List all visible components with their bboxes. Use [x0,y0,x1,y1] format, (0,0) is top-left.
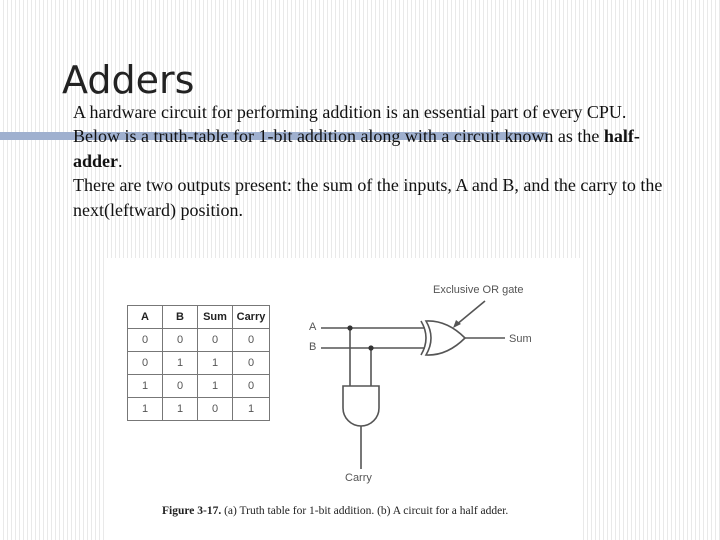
paragraph-truth-table [73,124,673,173]
xor-back-curve [421,321,426,355]
carry-label: Carry [345,472,372,484]
figure-caption [162,505,508,517]
input-a-label: A [309,321,317,333]
xor-gate-label: Exclusive OR gate [433,284,524,296]
figure-caption-text: (a) Truth table for 1-bit addition. (b) A circuit for a half adder. [221,505,509,517]
half-adder-circuit [107,258,580,540]
cell: 1 [163,398,198,421]
slide-body [73,100,673,222]
figure-number: Figure 3-17. [162,505,222,517]
header-b: B [163,306,198,329]
junction-a [347,325,352,330]
cell: 0 [233,375,270,398]
xor-label-arrow [456,301,485,325]
cell: 1 [128,375,163,398]
para2-period: . [118,150,123,171]
half-adder-term: half-adder [73,126,640,171]
slide-title: Adders [62,58,195,102]
half-adder-figure [107,258,580,540]
cell: 0 [198,398,233,421]
cell: 1 [198,352,233,375]
paragraph-outputs: There are two outputs present: the sum of the inputs, A and B, and the carry to the next(leftward) position. [73,175,663,220]
cell: 0 [128,329,163,352]
cell: 0 [163,375,198,398]
sum-label: Sum [509,333,532,345]
junction-b [368,345,373,350]
cell: 0 [128,352,163,375]
xor-gate-body [426,321,465,355]
header-sum: Sum [198,306,233,329]
cell: 0 [198,329,233,352]
cell: 1 [163,352,198,375]
cell: 0 [233,352,270,375]
and-gate-body [343,386,379,426]
cell: 0 [233,329,270,352]
cell: 0 [163,329,198,352]
paragraph-cpu: A hardware circuit for performing addition is an essential part of every CPU. [73,102,627,122]
cell: 1 [128,398,163,421]
cell: 1 [198,375,233,398]
header-a: A [128,306,163,329]
para2-text: Below is a truth-table for 1-bit addition along with a circuit known as the [73,126,604,147]
input-b-label: B [309,341,317,353]
header-carry: Carry [233,306,270,329]
cell: 1 [233,398,270,421]
